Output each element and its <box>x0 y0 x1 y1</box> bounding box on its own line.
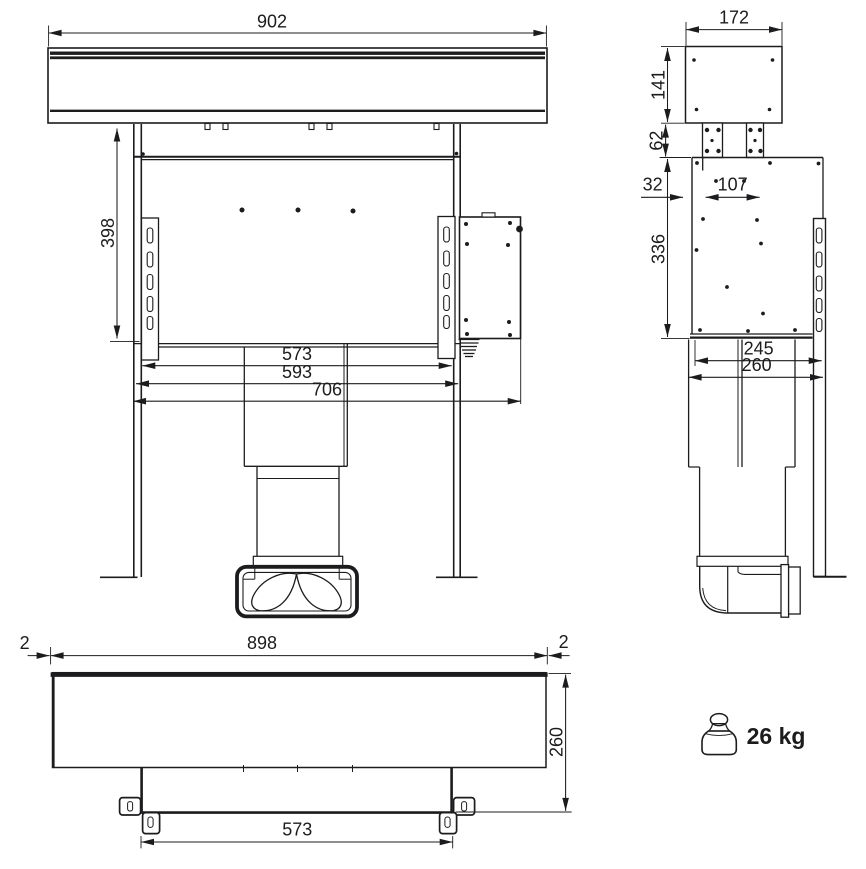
dim-side-plate-height: 336 <box>648 233 669 265</box>
dim-side-top-height: 141 <box>648 69 669 101</box>
bottom-rear-section <box>140 765 453 813</box>
control-box <box>459 213 523 357</box>
weight-label: 26 kg <box>746 723 806 749</box>
right-mounting-rail <box>438 217 455 359</box>
dim-bottom-depth: 260 <box>546 726 567 758</box>
dim-front-width-outer: 706 <box>311 379 343 400</box>
dim-front-mount-height: 398 <box>98 217 118 249</box>
left-leg <box>100 124 141 577</box>
dim-side-front-offset: 32 <box>642 174 663 195</box>
dim-side-depth-inner: 245 <box>743 338 774 359</box>
wall-plate <box>690 158 823 338</box>
bottom-body <box>53 673 547 768</box>
dim-bottom-body-width: 898 <box>246 633 278 653</box>
bottom-view <box>20 632 572 848</box>
dim-bottom-left-edge: 2 <box>19 633 30 653</box>
dim-front-overall-width: 902 <box>256 11 288 32</box>
dim-side-neck-height: 62 <box>646 130 667 151</box>
side-top-box <box>686 47 783 124</box>
dim-front-width-mid: 593 <box>281 361 313 382</box>
cable-gland <box>459 340 480 357</box>
neck-channels <box>703 123 764 158</box>
left-mounting-rail <box>142 218 159 360</box>
side-mounting-rail <box>814 219 847 577</box>
weight-icon <box>702 714 736 755</box>
dim-bottom-base-width: 573 <box>282 819 313 840</box>
dim-side-depth-outer: 260 <box>741 355 772 375</box>
side-view <box>641 8 847 618</box>
outlet-check-valve <box>237 567 357 617</box>
dim-front-width-inner: 573 <box>281 343 313 364</box>
side-elbow <box>700 565 800 618</box>
dim-bottom-right-edge: 2 <box>558 632 569 652</box>
back-panel <box>134 157 460 347</box>
front-view <box>48 12 547 617</box>
dim-side-top-width: 172 <box>718 7 750 28</box>
dim-side-neck-width: 107 <box>717 174 748 195</box>
weight-badge <box>702 714 805 755</box>
